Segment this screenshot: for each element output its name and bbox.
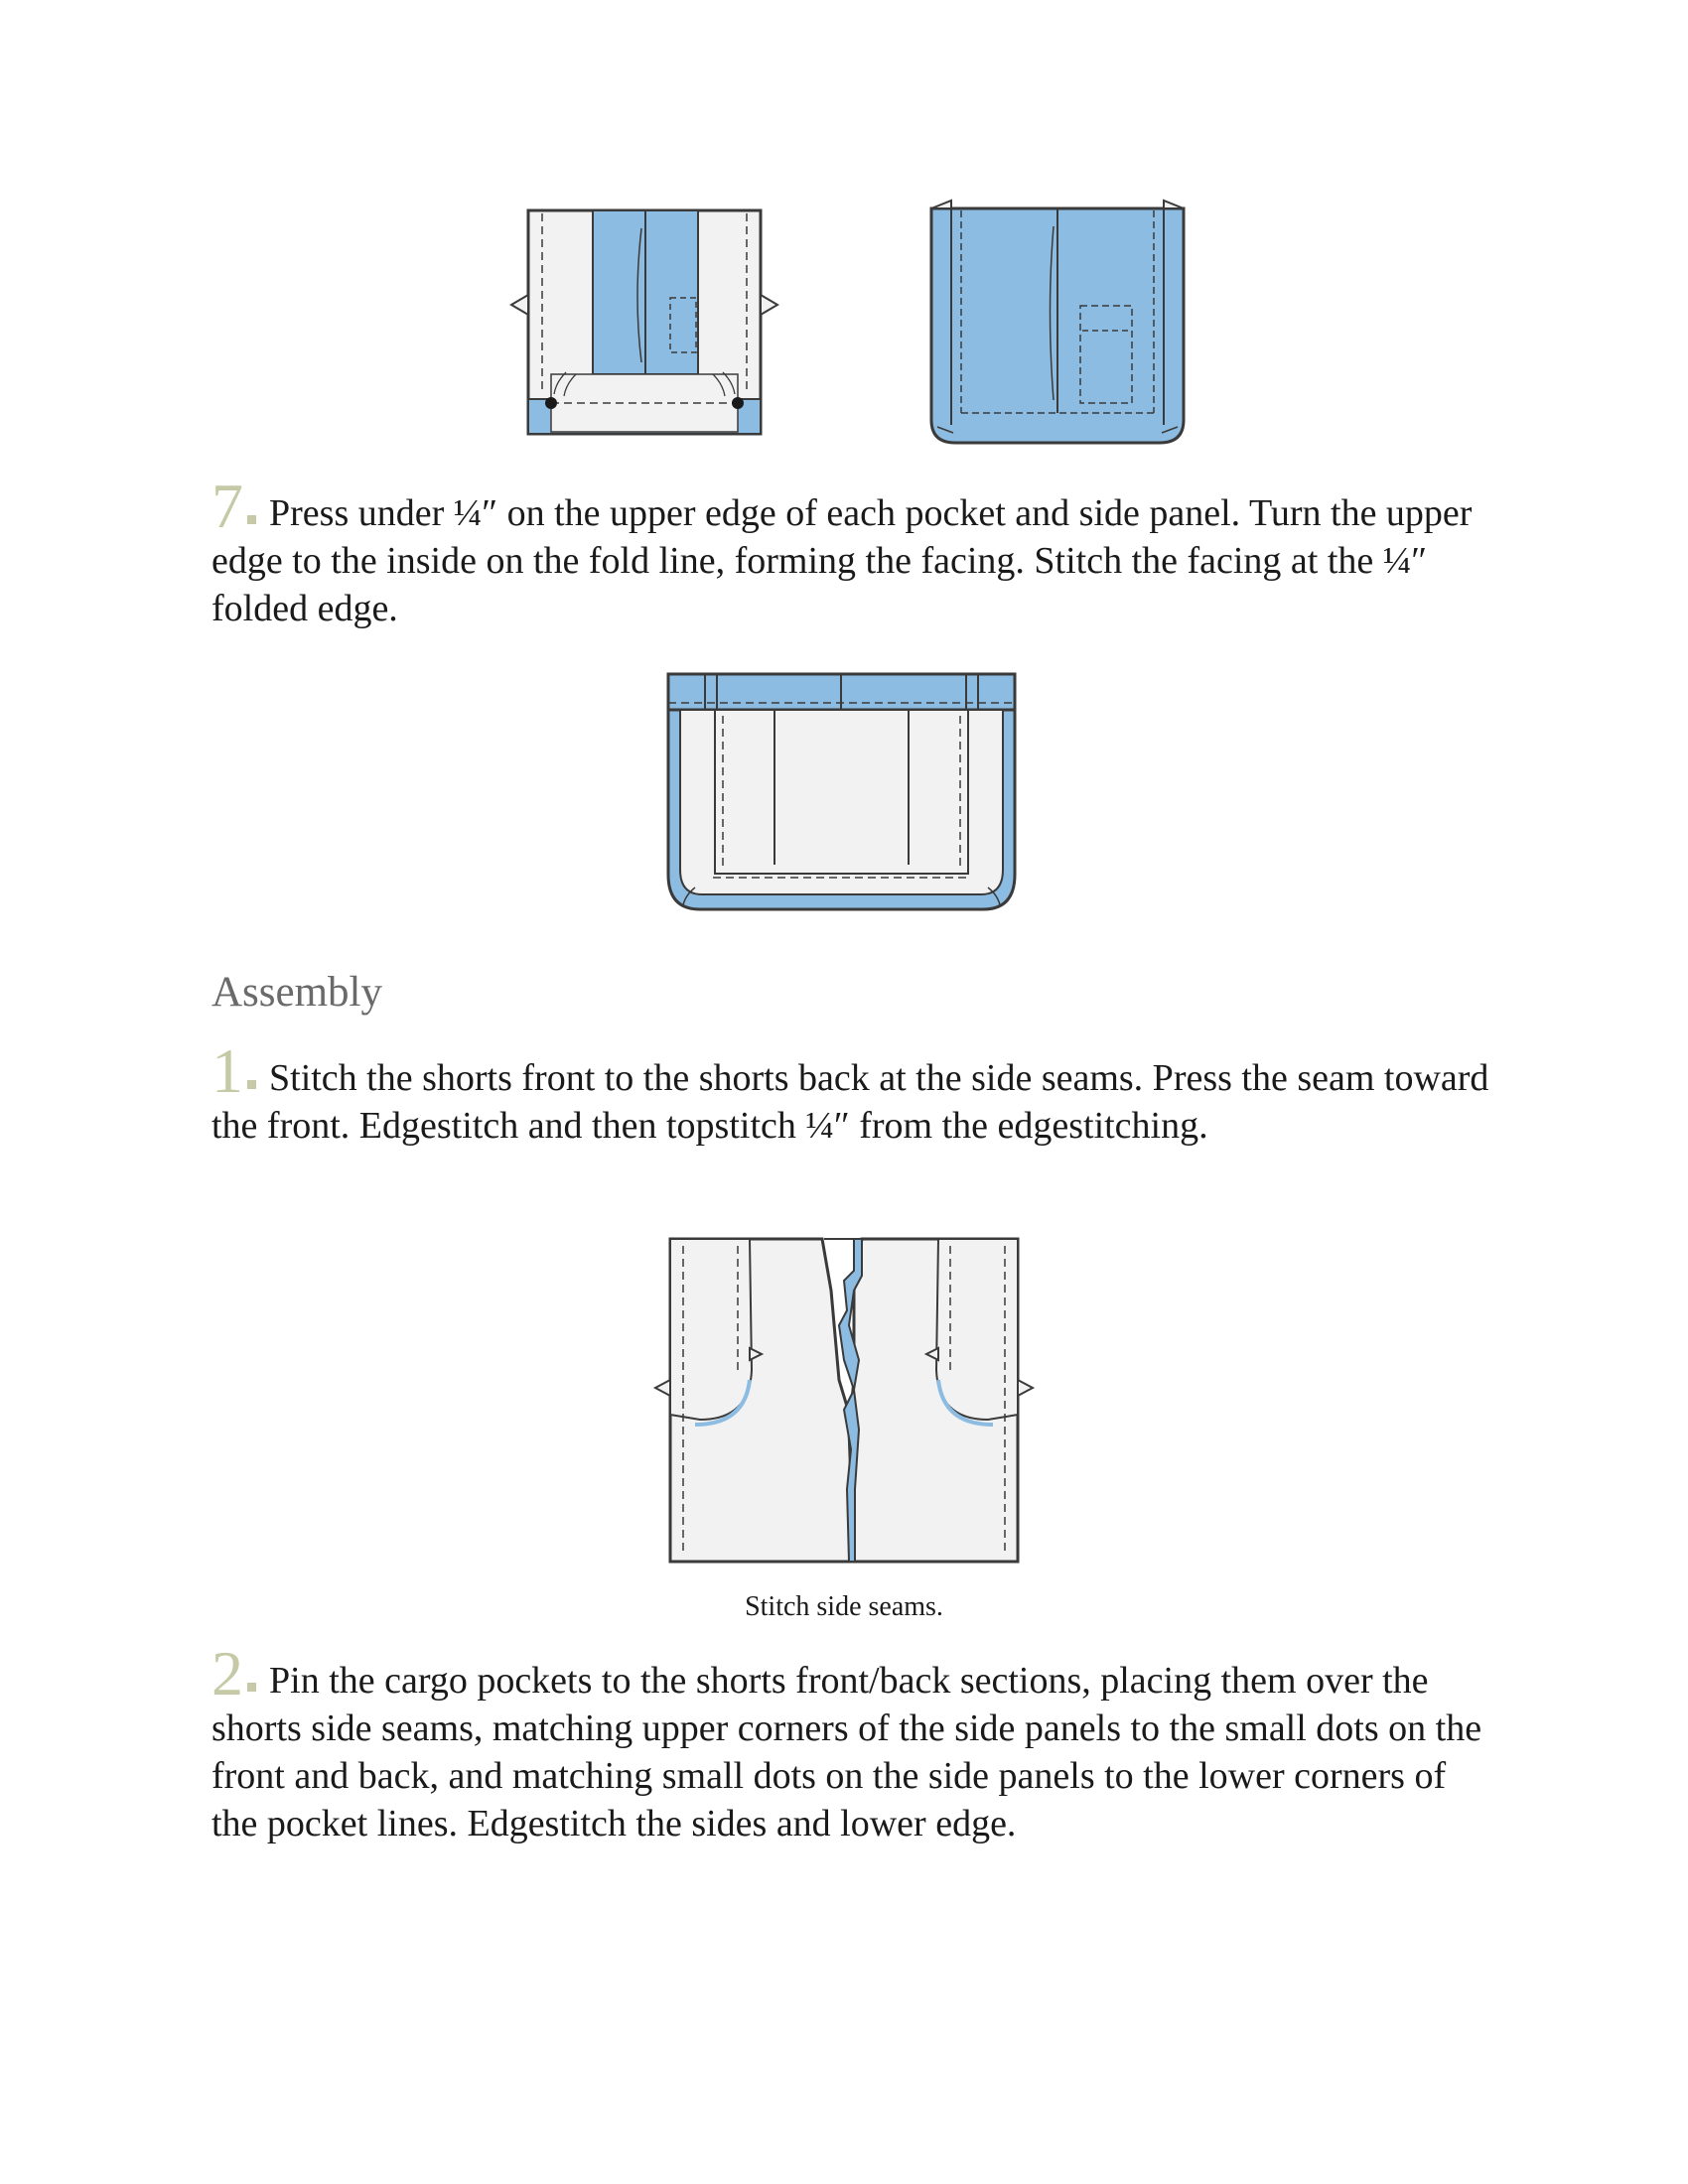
pocket-panels-illustration — [506, 204, 784, 437]
assembly-step-2-number: 2 — [211, 1638, 243, 1708]
assembly-step-1-number: 1 — [211, 1035, 243, 1106]
assembly-step-2-text: Pin the cargo pockets to the shorts front/back sections, placing them over the shorts side seams, matching upper corners of the side panels to the small dots on the front and back, and matching small dots on the side panels to the lower corners of the pocket lines. Edgestitch the sides and lower edge. — [211, 1660, 1482, 1844]
step-7-number: 7 — [211, 471, 243, 541]
step-7 — [211, 471, 1492, 632]
step-number-dot — [247, 1683, 256, 1692]
side-seams-illustration — [650, 1231, 1038, 1569]
section-heading-assembly: Assembly — [211, 969, 382, 1016]
figure-caption: Stitch side seams. — [745, 1591, 943, 1622]
step-number-dot — [247, 1080, 256, 1089]
step-number-dot — [247, 515, 256, 524]
pocket-facing-illustration — [665, 671, 1018, 924]
step-7-text: Press under ¼″ on the upper edge of each pocket and side panel. Turn the upper edge to the inside on the fold line, forming the facing. Stitch the facing at the ¼″ folded edge. — [211, 492, 1473, 629]
pocket-stitched-illustration — [923, 197, 1192, 450]
assembly-step-2 — [211, 1638, 1492, 1847]
assembly-step-1 — [211, 1035, 1492, 1150]
assembly-step-1-text: Stitch the shorts front to the shorts back at the side seams. Press the seam toward the front. Edgestitch and then topstitch ¼″ from the edgestitching. — [211, 1057, 1489, 1147]
